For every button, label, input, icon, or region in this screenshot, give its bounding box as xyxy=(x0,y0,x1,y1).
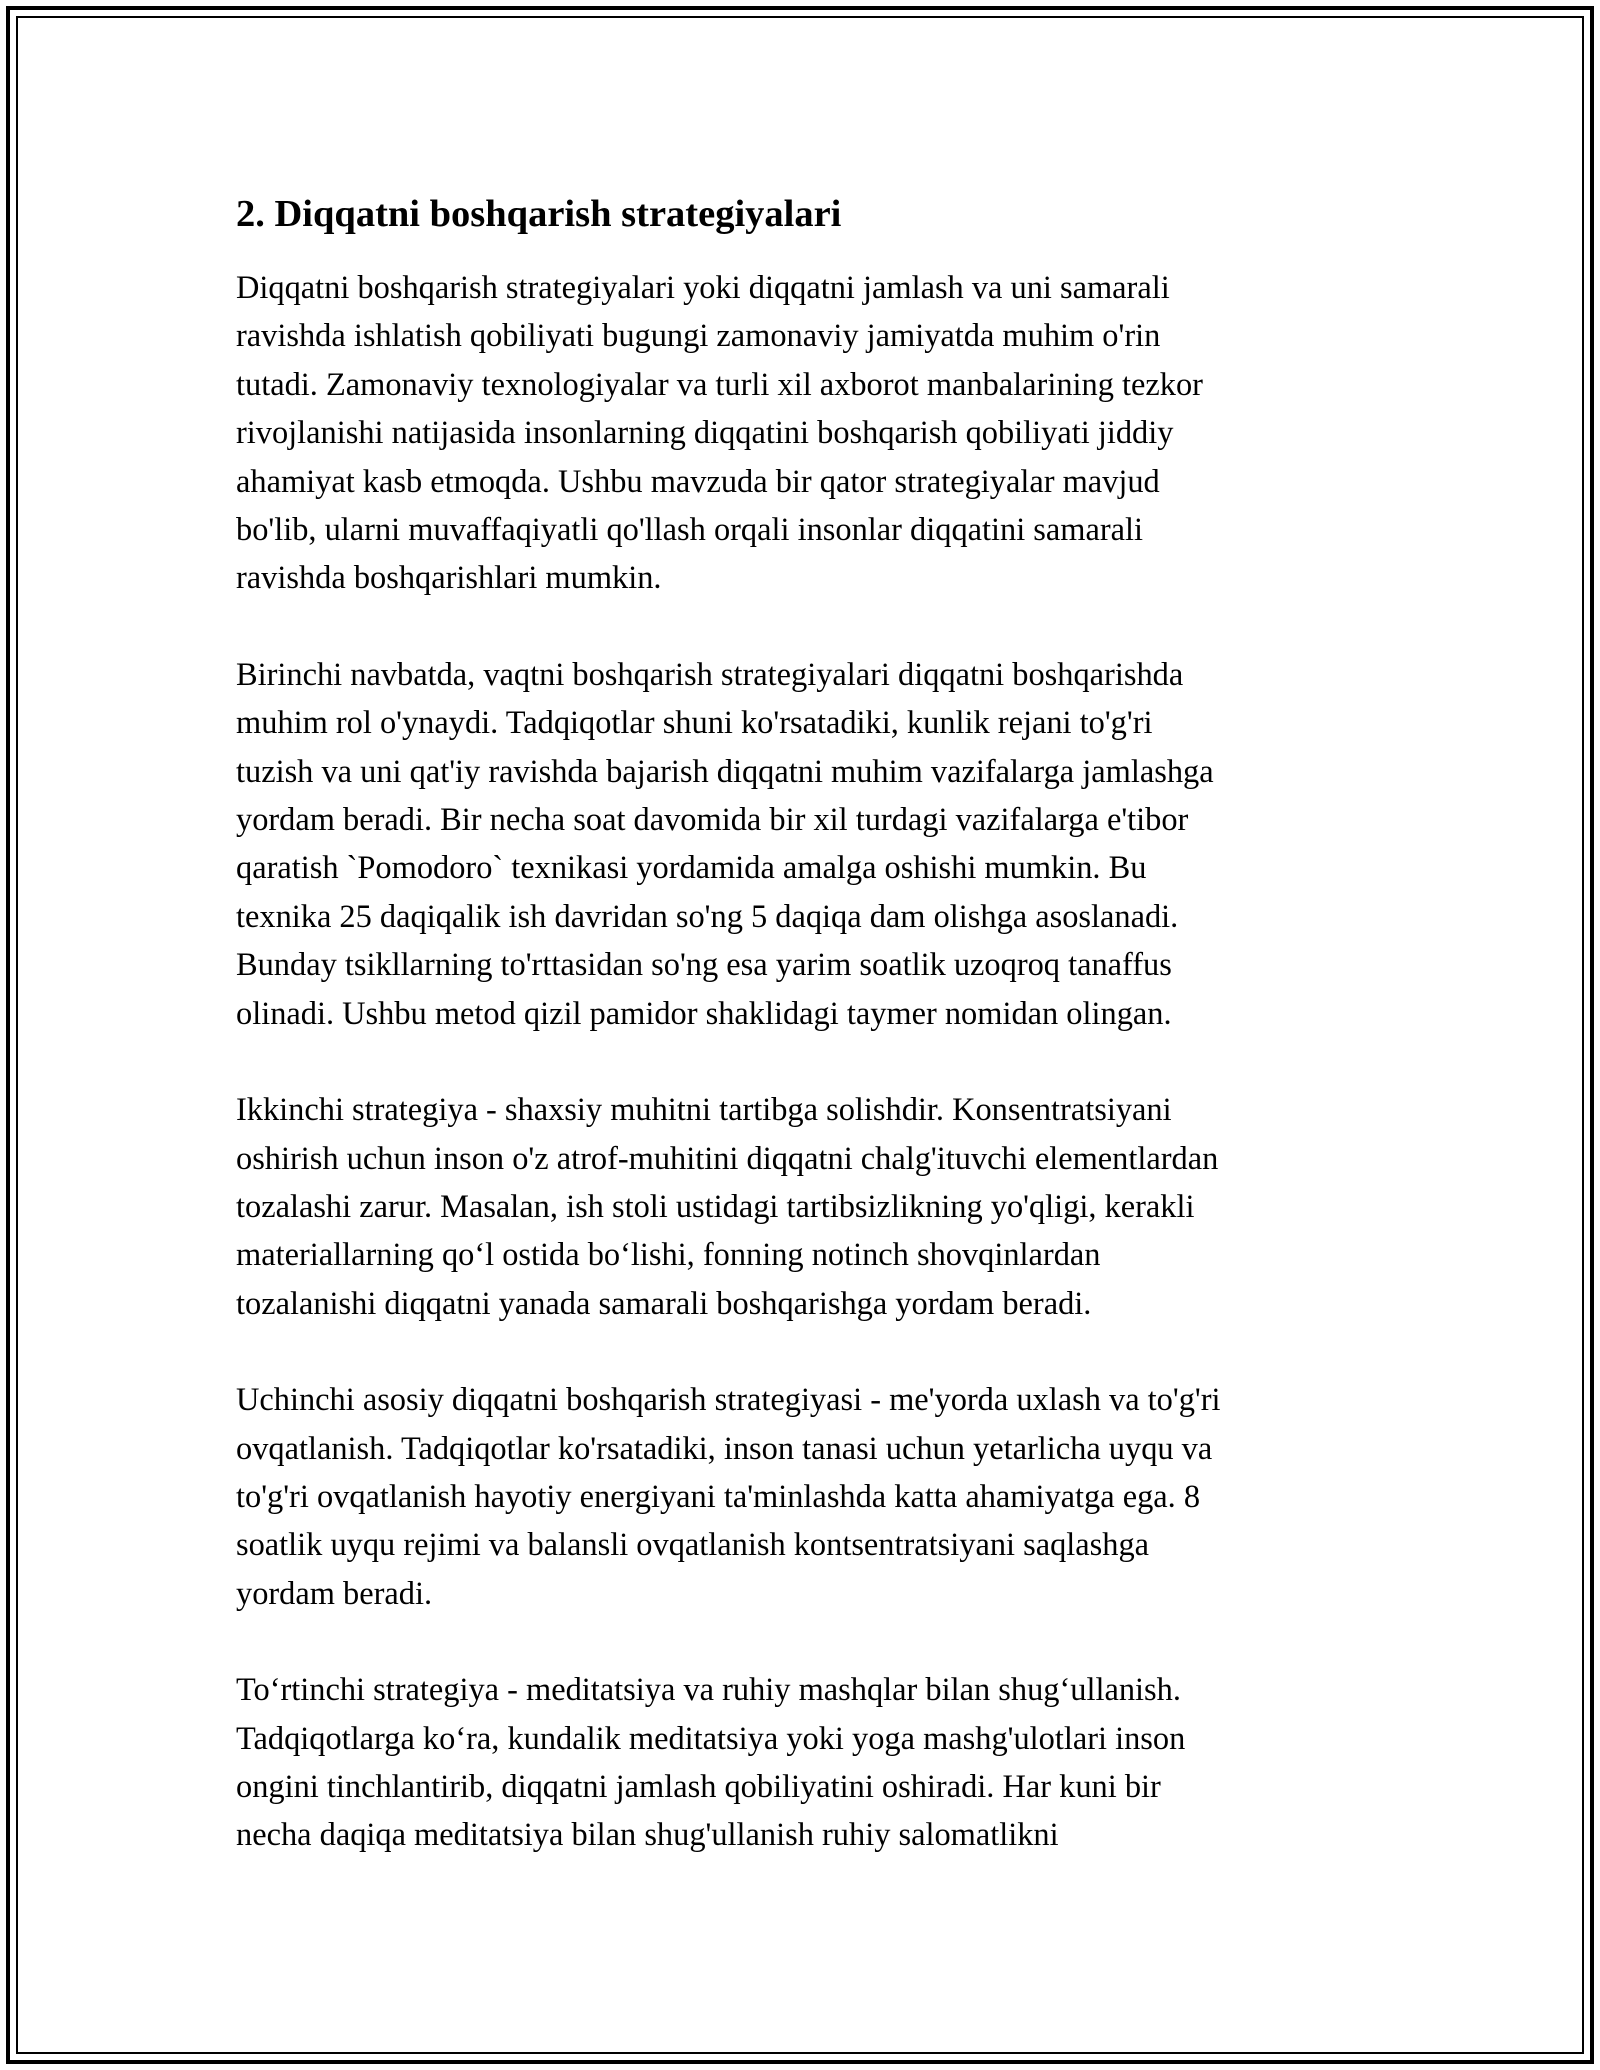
text-line: Birinchi navbatda, vaqtni boshqarish strategiyalari diqqatni boshqarishda xyxy=(236,656,1184,693)
text-line: ovqatlanish. Tadqiqotlar ko'rsatadiki, inson tanasi uchun yetarlicha uyqu va xyxy=(236,1430,1213,1467)
text-line: soatlik uyqu rejimi va balansli ovqatlanish kontsentratsiyani saqlashga xyxy=(236,1527,1150,1564)
text-line: ravishda boshqarishlari mumkin. xyxy=(236,560,662,597)
text-line: Uchinchi asosiy diqqatni boshqarish strategiyasi - me'yorda uxlash va to'g'ri xyxy=(236,1382,1221,1419)
paragraph-fourth-strategy xyxy=(236,1666,1366,1860)
text-line: yordam beradi. xyxy=(236,1575,433,1612)
document-body xyxy=(236,186,1366,1908)
paragraph-intro xyxy=(236,264,1366,603)
paragraph-third-strategy xyxy=(236,1376,1366,1618)
text-line: yordam beradi. Bir necha soat davomida bir xil turdagi vazifalarga e'tibor xyxy=(236,802,1189,839)
text-line: ahamiyat kasb etmoqda. Ushbu mavzuda bir qator strategiyalar mavjud xyxy=(236,463,1160,500)
text-line: qaratish `Pomodoro` texnikasi yordamida amalga oshishi mumkin. Bu xyxy=(236,850,1147,887)
text-line: tutadi. Zamonaviy texnologiyalar va turli xil axborot manbalarining tezkor xyxy=(236,366,1203,403)
text-line: olinadi. Ushbu metod qizil pamidor shaklidagi taymer nomidan olingan. xyxy=(236,995,1172,1032)
text-line: to'g'ri ovqatlanish hayotiy energiyani ta'minlashda katta ahamiyatga ega. 8 xyxy=(236,1478,1201,1515)
text-line: Diqqatni boshqarish strategiyalari yoki diqqatni jamlash va uni samarali xyxy=(236,270,1170,306)
text-line: necha daqiqa meditatsiya bilan shug'ullanish ruhiy salomatlikni xyxy=(236,1817,1059,1854)
text-line: Bunday tsikllarning to'rttasidan so'ng esa yarim soatlik uzoqroq tanaffus xyxy=(236,947,1172,984)
text-line: ongini tinchlantirib, diqqatni jamlash qobiliyatini oshiradi. Har kuni bir xyxy=(236,1768,1161,1805)
text-line: Tadqiqotlarga koʻra, kundalik meditatsiya yoki yoga mashg'ulotlari inson xyxy=(236,1720,1186,1757)
text-line: Ikkinchi strategiya - shaxsiy muhitni tartibga solishdir. Konsentratsiyani xyxy=(236,1092,1172,1129)
text-line: tuzish va uni qat'iy ravishda bajarish diqqatni muhim vazifalarga jamlashga xyxy=(236,753,1214,790)
paragraph-first-strategy xyxy=(236,651,1366,1038)
text-line: bo'lib, ularni muvaffaqiyatli qo'llash orqali insonlar diqqatini samarali xyxy=(236,512,1144,549)
section-heading: 2. Diqqatni boshqarish strategiyalari xyxy=(236,193,842,235)
text-line: Toʻrtinchi strategiya - meditatsiya va ruhiy mashqlar bilan shugʻullanish. xyxy=(236,1672,1181,1709)
text-line: ravishda ishlatish qobiliyati bugungi zamonaviy jamiyatda muhim o'rin xyxy=(236,318,1161,355)
text-line: rivojlanishi natijasida insonlarning diqqatini boshqarish qobiliyati jiddiy xyxy=(236,415,1174,452)
text-line: tozalanishi diqqatni yanada samarali boshqarishga yordam beradi. xyxy=(236,1285,1092,1322)
text-line: texnika 25 daqiqalik ish davridan so'ng 5 daqiqa dam olishga asoslanadi. xyxy=(236,898,1179,935)
text-line: tozalashi zarur. Masalan, ish stoli ustidagi tartibsizlikning yo'qligi, kerakli xyxy=(236,1188,1195,1225)
text-line: materiallarning qoʻl ostida boʻlishi, fonning notinch shovqinlardan xyxy=(236,1237,1101,1274)
text-line: muhim rol o'ynaydi. Tadqiqotlar shuni ko'rsatadiki, kunlik rejani to'g'ri xyxy=(236,705,1153,742)
text-line: oshirish uchun inson o'z atrof-muhitini diqqatni chalg'ituvchi elementlardan xyxy=(236,1140,1219,1177)
paragraph-second-strategy xyxy=(236,1086,1366,1328)
